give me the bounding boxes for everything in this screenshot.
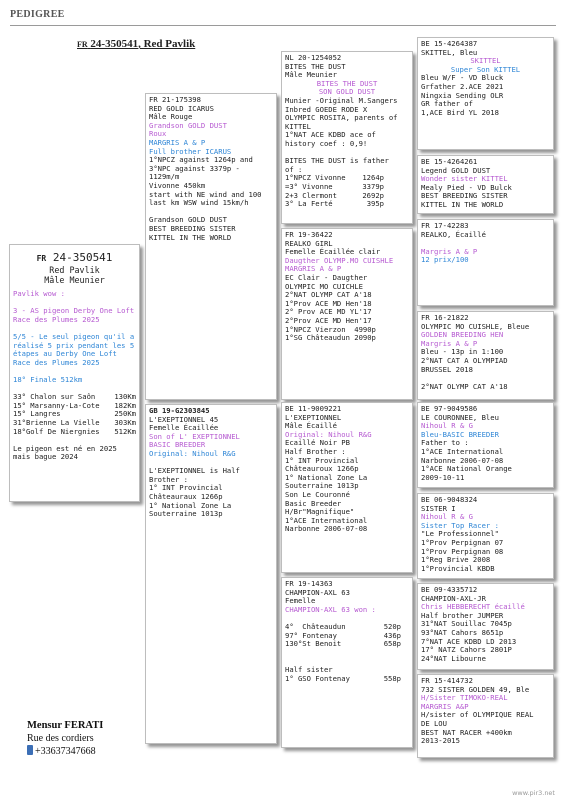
phone-icon — [27, 745, 33, 755]
main-line-1: Pavlik wow : — [13, 289, 65, 298]
mfm-card: BE 06-9048324 SISTER I Nihoul R & G Sister Top Racer : "Le Professionnel" 1°Prov Perpignan 07 1°Prov Perpignan 08 1°Reg Brive 2008 1°Provincial KBDB — [417, 493, 554, 579]
ff-race-row: 1°NPCZ Vivonne 1264p — [285, 173, 384, 183]
main-race-row: 15° Marsanny-La-Cote 182Km — [13, 400, 136, 410]
pigeon-title — [77, 40, 195, 50]
main-race-row: 18°Golf De Niergnies 512Km — [13, 426, 136, 436]
fm-card: FR 19-36422 REALKO GIRL Femelle Écaillée clair Daugther OLYMP.MO CUISHLE MARGRIS A & P EC Clair - Daugther OLYMPIC MO CUICHLE 2°NAT OLYMP CAT A'18 1°Prov ACE MD Hen'18 2° Prov ACE MD YL'17 2°Prov ACE MD Hen'17 1°NPCZ Vierzon 4990p 1°SG Châteaudun 2090p — [281, 228, 413, 400]
mm-race-row: 4° Châteaudun 520p — [285, 621, 401, 631]
main-line-2: 3 - AS pigeon Derby One Loft Race des Plumes 2025 — [13, 306, 135, 324]
pigeon-title-ring: 24-350541 — [90, 38, 139, 50]
main-pigeon-card — [9, 244, 140, 502]
mm-race-row: 130°St Benoit 658p — [285, 639, 401, 649]
main-name: Red Pavlik — [49, 265, 100, 275]
father-sex: Mâle Rouge — [149, 112, 193, 122]
main-footer-note: Le pigeon est né en 2025 mais bague 2024 — [13, 443, 117, 462]
ff-card: NL 20-1254052 BITES THE DUST Mâle Meunier BITES THE DUST SON GOLD DUST Munier -Original M.Sangers Inbred GOEDE RODE X OLYMPIC ROSITA, parents of KITTEL 1°NAT ACE KDBD ace of history coef : 0,9! BITES THE DUST is father of : 1°NPCZ Vivonne 1264p =3° Vivonne 3379p 2+3 Clermont 2692p 3° La Ferté 395p — [281, 51, 413, 224]
father-name: RED GOLD ICARUS — [149, 103, 214, 113]
fmm-card: FR 16-21822 OLYMPIC MO CUISHLE, Bleue GOLDEN BREEDING HEN Margris A & P Bleu - 13p in 1:100 2°NAT CAT A OLYMPIAD BRUSSEL 2018 2°NAT OLYMP CAT A'18 — [417, 311, 554, 400]
main-race-row: 15° Langres 250Km — [13, 409, 136, 419]
fmf-card: FR 17-42283 REALKO, Écaillé Margris A & P 12 prix/100 — [417, 219, 554, 306]
mother-name: L'EXEPTIONNEL 45 — [149, 414, 219, 424]
main-ring-number: 24-350541 — [52, 251, 113, 264]
mm-race-row: 1° GSO Fontenay 558p — [285, 673, 401, 683]
pigeon-title-country: FR — [77, 40, 88, 49]
page-header: PEDIGREE — [10, 9, 65, 20]
mff-card: BE 97-9049586 LE COURONNEE, Bleu Nihoul R & G Bleu-BASIC BREEDER Father to : 1°ACE International Narbonne 2006-07-08 1°ACE National Orange 2009-10-11 — [417, 402, 554, 488]
owner-address: Rue des cordiers — [27, 733, 94, 744]
main-race-row: 33° Chalon sur Saôn 130Km — [13, 392, 136, 402]
owner-name: Mensur FERATI — [27, 720, 104, 731]
father-card: FR 21-175398 RED GOLD ICARUS Mâle Rouge Grandson GOLD DUST Roux MARGRIS A & P Full brother ICARUS 1°NPCZ against 1264p and 3°NPC against 3379p - 1129m/m Vivonne 450km start with NE wind and 100 last km WSW wind 15km/h Grandson GOLD DUST BEST BREEDING SISTER KITTEL IN THE WORLD — [145, 93, 277, 400]
main-line-3: 5/5 - Le seul pigeon qu'il a réalisé 5 prix pendant les 5 étapes au Derby One Loft Race des Plumes 2025 — [13, 331, 135, 367]
main-race-row: 31°Brienne La Vielle 303Km — [13, 417, 136, 427]
owner-phone: +33637347668 — [27, 745, 103, 758]
pigeon-title-name: , Red Pavlik — [138, 38, 196, 50]
mother-ring: GB 19-G2303845 — [149, 406, 210, 415]
father-ring: FR 21-175398 — [149, 95, 201, 104]
mother-card: GB 19-G2303845 L'EXEPTIONNEL 45 Femelle Écaillée Son of L' EXEPTIONNEL BASIC BREEDER Original: Nihoul R&G L'EXEPTIONNEL is Half Brother : 1° INT Provincial Châteauraux 1266p 1° National Zone La Souterraine 1013p — [145, 404, 277, 744]
mf-card: BE 11-9009221 L'EXEPTIONNEL Mâle Écaillé Original: Nihoul R&G Ecaillé Noir PB Half Brother : 1° INT Provincial Châteauroux 1266p 1° National Zone La Souterraine 1013p Son Le Couronné Basic Breeder H/Br"Magnifique" 1°ACE International Narbonne 2006-07-08 — [281, 402, 413, 573]
main-ring — [13, 251, 136, 265]
ffm-card: BE 15-4264261 Legend GOLD DUST Wonder sister KITTEL Mealy Pied - VD Bulck BEST BREEDING SISTER KITTEL IN THE WORLD — [417, 155, 554, 214]
main-sex: Mâle Meunier — [44, 275, 105, 285]
ff-race-row: =3° Vivonne 3379p — [285, 181, 384, 191]
owner-block — [27, 719, 103, 758]
website-link[interactable]: www.pir3.net — [512, 789, 555, 797]
fff-card: BE 15-4264387 SKITTEL, Bleu SKITTEL Super Son KITTEL Bleu W/F - VD Bluck Grfather 2.ACE 2021 Ningxia Sending OLR GR father of 1,ACE Bird YL 2018 — [417, 37, 554, 150]
main-country: FR — [36, 254, 47, 263]
mother-sex: Femelle Écaillée — [149, 423, 219, 433]
header-divider — [10, 25, 556, 26]
mmm-card: FR 15-414732 732 SISTER GOLDEN 49, Ble H/Sister TIMOKO-REAL MARGRIS A&P H/sister of OLYMPIQUE REAL DE LOU BEST NAT RACER +400km 2013-2015 — [417, 674, 554, 758]
mm-card: FR 19-14363 CHAMPION-AXL 63 Femelle CHAMPION-AXL 63 won : 4° Châteaudun 520p 97° Fontenay 436p 130°St Benoit 658p Half sister 1° GSO Fontenay 558p — [281, 577, 413, 748]
ff-race-row: 2+3 Clermont 2692p — [285, 190, 384, 200]
mm-race-row: 97° Fontenay 436p — [285, 630, 401, 640]
ff-race-row: 3° La Ferté 395p — [285, 199, 384, 209]
mmf-card: BE 09-4335712 CHAMPION-AXL-JR Chris HEBBERECHT écaillé Half brother JUMPER 31°NAT Souillac 7045p 93°NAT Cahors 8651p 7°NAT ACE KDBD LD 2013 17° NATZ Cahors 2801P 24°NAT Libourne — [417, 583, 554, 670]
main-line-4: 18° Finale 512km — [13, 374, 83, 384]
